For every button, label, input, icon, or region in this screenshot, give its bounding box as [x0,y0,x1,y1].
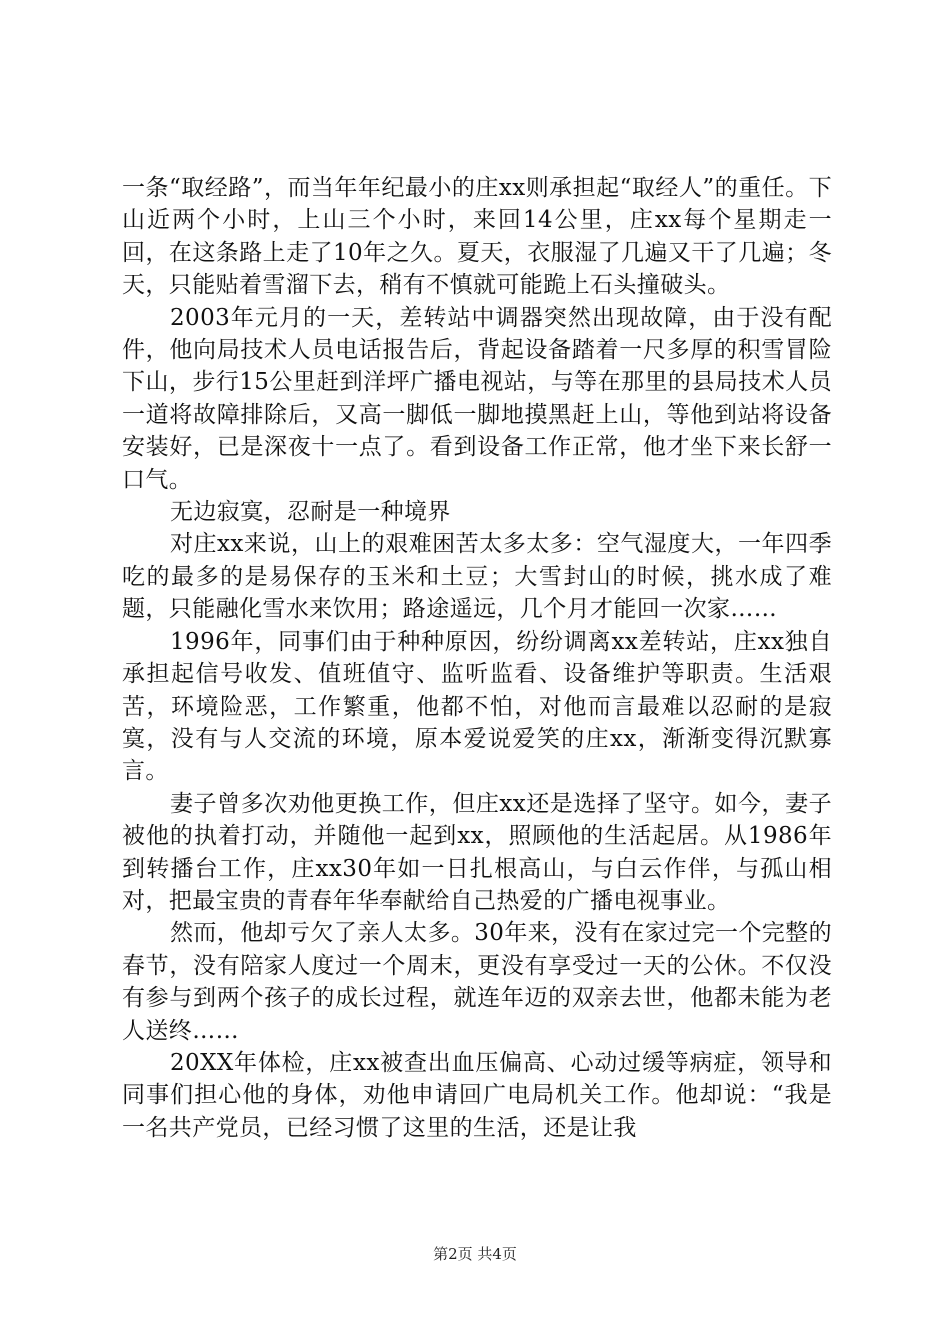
paragraph-continuation: 一条“取经路”，而当年年纪最小的庄xx则承担起“取经人”的重任。下山近两个小时，上山三个小时，来回14公里，庄xx每个星期走一回，在这条路上走了10年之久。夏天，衣服湿了几遍又干了几遍；冬天，只能贴着雪溜下去，稍有不慎就可能跪上石头撞破头。 [122,175,832,299]
page-number-footer: 第2页 共4页 [433,1245,517,1263]
section-heading: 无边寂寞，忍耐是一种境界 [170,499,451,526]
paragraph-wife: 妻子曾多次劝他更换工作，但庄xx还是选择了坚守。如今，妻子被他的执着打动，并随他一起到xx，照顾他的生活起居。从1986年到转播台工作，庄xx30年如一日扎根高山，与白云作伴，与孤山相对，把最宝贵的青春年华奉献给自己热爱的广播电视事业。 [122,790,832,914]
document-body [122,172,832,1144]
paragraph-hardships: 对庄xx来说，山上的艰难困苦太多太多：空气湿度大，一年四季吃的最多的是易保存的玉米和土豆；大雪封山的时候，挑水成了难题，只能融化雪水来饮用；路途遥远，几个月才能回一次家…… [122,531,832,623]
paragraph-family: 然而，他却亏欠了亲人太多。30年来，没有在家过完一个完整的春节，没有陪家人度过一个周末，更没有享受过一天的公休。不仅没有参与到两个孩子的成长过程，就连年迈的双亲去世，他都未能为老人送终…… [122,920,832,1044]
paragraph-2003-fault: 2003年元月的一天，差转站中调器突然出现故障，由于没有配件，他向局技术人员电话报告后，背起设备踏着一尺多厚的积雪冒险下山，步行15公里赶到洋坪广播电视站，与等在那里的县局技术人员一道将故障排除后，又高一脚低一脚地摸黑赶上山，等他到站将设备安装好，已是深夜十一点了。看到设备工作正常，他才坐下来长舒一口气。 [122,304,832,493]
paragraph-1996: 1996年，同事们由于种种原因，纷纷调离xx差转站，庄xx独自承担起信号收发、值班值守、监听监看、设备维护等职责。生活艰苦，环境险恶，工作繁重，他都不怕，对他而言最难以忍耐的是寂寞，没有与人交流的环境，原本爱说爱笑的庄xx，渐渐变得沉默寡言。 [122,628,832,785]
paragraph-checkup: 20XX年体检，庄xx被查出血压偏高、心动过缓等病症，领导和同事们担心他的身体，劝他申请回广电局机关工作。他却说：“我是一名共产党员，已经习惯了这里的生活，还是让我 [122,1049,832,1141]
